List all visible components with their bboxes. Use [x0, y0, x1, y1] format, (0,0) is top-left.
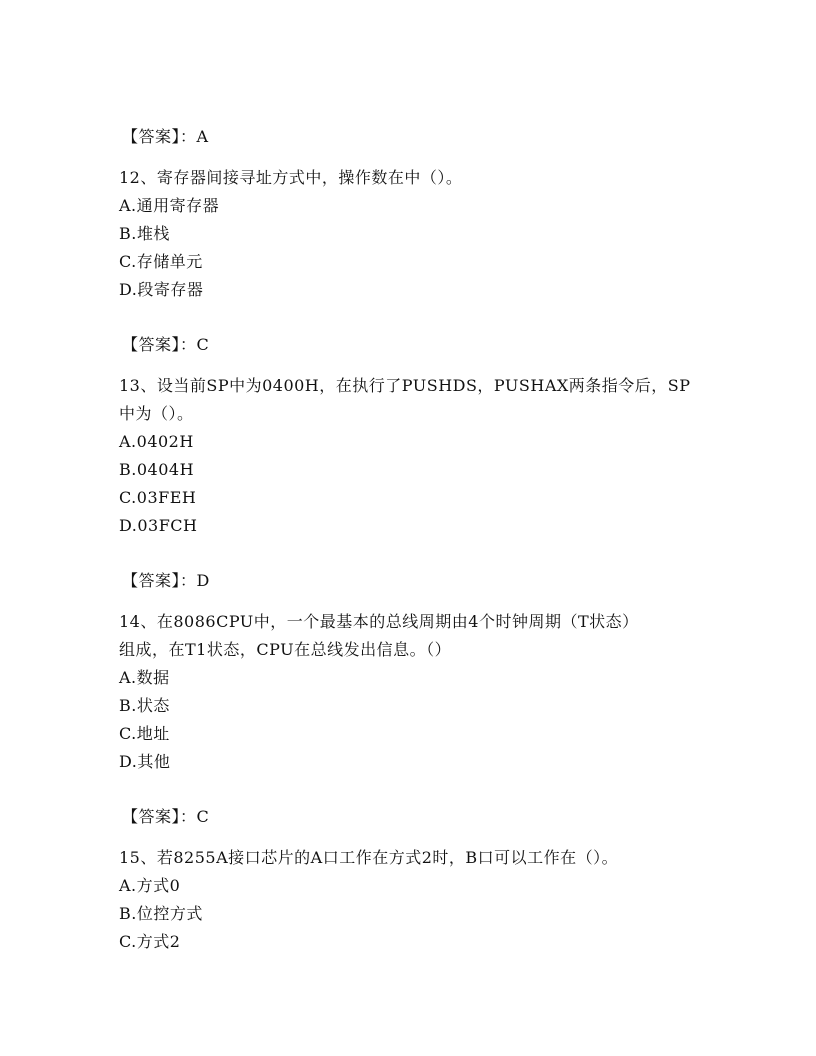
answer-line: 【答案】：D [122, 571, 210, 590]
option-line: B.位控方式 [119, 904, 203, 923]
option-line: A.0402H [119, 432, 194, 451]
option-line: A.数据 [119, 668, 170, 687]
question-12-text: 12、寄存器间接寻址方式中，操作数在中（）。 [119, 168, 463, 187]
answer-line: 【答案】：C [122, 335, 210, 354]
question-14-text: 14、在8086CPU中，一个最基本的总线周期由4个时钟周期（T状态） [119, 612, 639, 631]
question-14-continuation: 组成，在T1状态，CPU在总线发出信息。（） [119, 640, 452, 659]
question-15-text: 15、若8255A接口芯片的A口工作在方式2时，B口可以工作在（）。 [119, 848, 619, 867]
option-line: D.其他 [119, 752, 171, 771]
answer-line: 【答案】：C [122, 807, 210, 826]
question-13-text: 13、设当前SP中为0400H，在执行了PUSHDS，PUSHAX两条指令后，SP [119, 376, 691, 395]
option-line: B.状态 [119, 696, 170, 715]
option-line: D.03FCH [119, 516, 198, 535]
option-line: D.段寄存器 [119, 280, 204, 299]
option-line: B.堆栈 [119, 224, 170, 243]
answer-line: 【答案】：A [122, 127, 209, 146]
option-line: C.存储单元 [119, 252, 203, 271]
option-line: A.通用寄存器 [119, 196, 220, 215]
option-line: C.03FEH [119, 488, 197, 507]
option-line: A.方式0 [119, 876, 181, 895]
option-line: C.方式2 [119, 932, 181, 951]
option-line: B.0404H [119, 460, 195, 479]
option-line: C.地址 [119, 724, 170, 743]
question-13-continuation: 中为（）。 [119, 404, 194, 423]
